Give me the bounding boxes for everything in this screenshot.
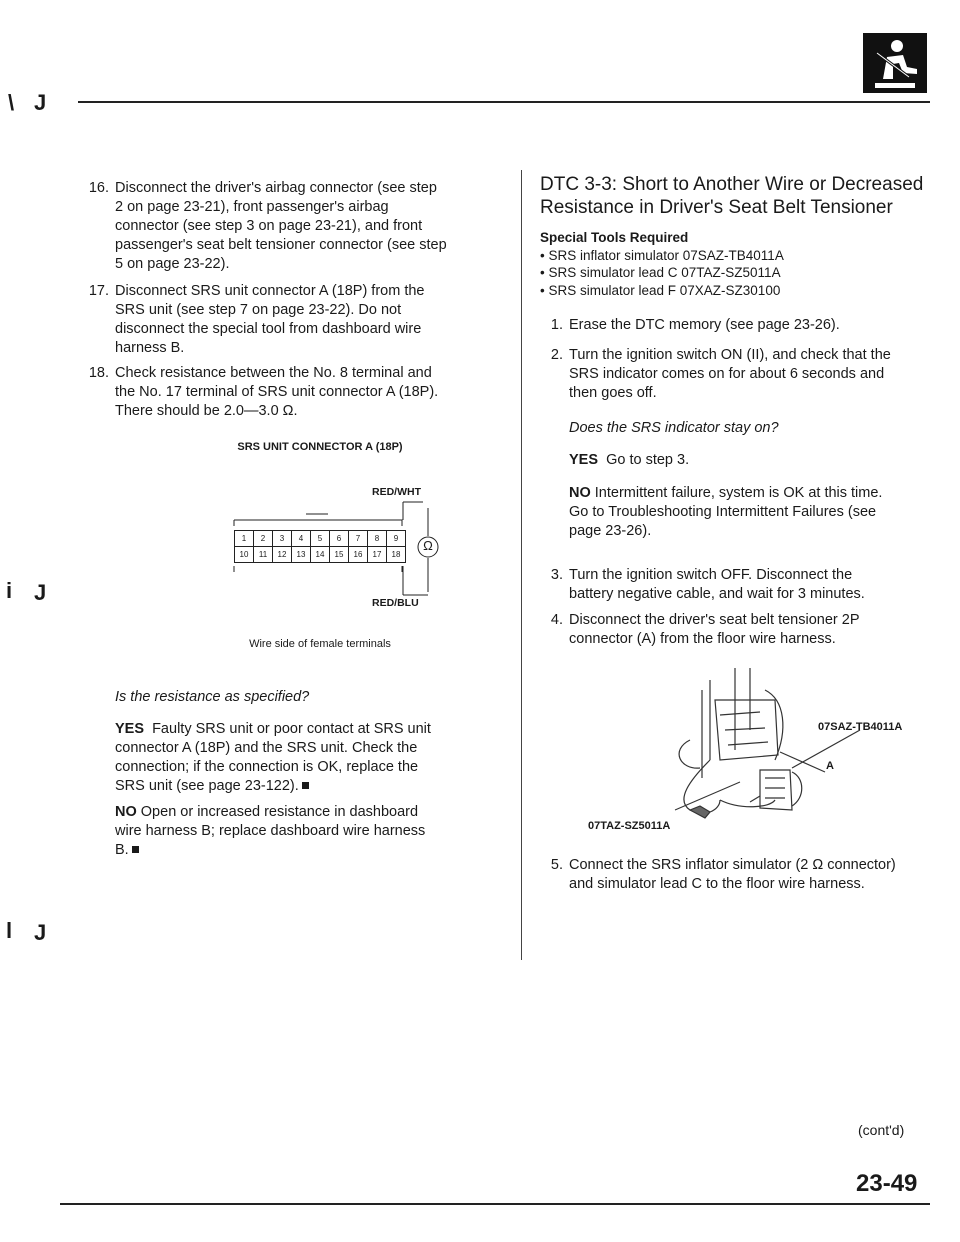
no-label: NO (115, 804, 137, 820)
step-16: 16. Disconnect the driver's airbag connector (see step 2 on page 23-21), front passenger's airbag connector (see step 3 on page 23-21), and front passenger's seat belt tensioner connector (see step 5 on page 23-22). (88, 180, 447, 272)
terminal-cell: 18 (386, 546, 406, 563)
right-question: Does the SRS indicator stay on? (569, 420, 779, 436)
end-mark-icon (132, 846, 139, 853)
terminal-cell: 6 (329, 530, 349, 547)
left-yes-answer: YES Faulty SRS unit or poor contact at SRS unit connector A (18P) and the SRS unit. Check the connection; if the connection is OK, replace the SRS unit (see page 23-122). (115, 721, 431, 794)
terminal-cell: 12 (272, 546, 292, 563)
seat-belt-airbag-icon (863, 33, 927, 93)
terminal-cell: 11 (253, 546, 273, 563)
right-step-2: 2. Turn the ignition switch ON (II), and check that the SRS indicator comes on for about 6 seconds and then goes off. (550, 347, 891, 401)
right-yes-answer: YES Go to step 3. (569, 452, 690, 468)
right-step-5: 5. Connect the SRS inflator simulator (2 Ω connector) and simulator lead C to the floor wire harness. (550, 857, 896, 892)
yes-label: YES (115, 721, 145, 737)
terminal-cell: 1 (234, 530, 254, 547)
terminal-cell: 15 (329, 546, 349, 563)
margin-mark-bottom-hook: J (34, 920, 47, 945)
callout-inflator-simulator: 07SAZ-TB4011A (818, 721, 903, 733)
special-tools-heading: Special Tools Required (540, 230, 689, 245)
no-label: NO (569, 485, 591, 501)
terminal-cell: 14 (310, 546, 330, 563)
connector-caption: Wire side of female terminals (249, 638, 391, 650)
callout-simulator-lead: 07TAZ-SZ5011A (588, 820, 671, 832)
page-number: 23-49 (856, 1170, 918, 1197)
terminal-cell: 4 (291, 530, 311, 547)
margin-mark-bottom: l (6, 918, 13, 943)
terminal-cell: 3 (272, 530, 292, 547)
terminal-cell: 5 (310, 530, 330, 547)
header-rule (78, 101, 930, 103)
right-step-4: 4. Disconnect the driver's seat belt tensioner 2P connector (A) from the floor wire harness. (550, 612, 860, 647)
terminal-cell: 8 (367, 530, 387, 547)
margin-mark-top: \ (8, 90, 15, 115)
yes-label: YES (569, 452, 599, 468)
connector-diagram (228, 500, 468, 600)
wire-label-red-blu: RED/BLU (372, 597, 419, 609)
ohmmeter-symbol: Ω (423, 538, 433, 553)
wire-label-red-wht: RED/WHT (372, 486, 421, 498)
terminal-cell: 13 (291, 546, 311, 563)
callout-a: A (826, 760, 834, 772)
margin-mark-middle: i (6, 578, 13, 603)
terminal-cell: 2 (253, 530, 273, 547)
right-no-answer: NO Intermittent failure, system is OK at this time. Go to Troubleshooting Intermittent Failures (see page 23-26). (569, 485, 883, 539)
special-tools: Special Tools Required • SRS inflator simulator 07SAZ-TB4011A • SRS simulator lead C 07TAZ-SZ5011A • SRS simulator lead F 07XAZ-SZ30100 (540, 229, 940, 299)
terminal-cell: 16 (348, 546, 368, 563)
column-divider (521, 170, 522, 960)
left-no-answer: NO Open or increased resistance in dashboard wire harness B; replace dashboard wire harness B. (115, 804, 426, 858)
terminal-cell: 10 (234, 546, 254, 563)
right-step-3: 3. Turn the ignition switch OFF. Disconnect the battery negative cable, and wait for 3 minutes. (550, 567, 865, 602)
step-17: 17. Disconnect SRS unit connector A (18P) from the SRS unit (see step 7 on page 23-22). Do not disconnect the special tool from dashboard wire harness B. (88, 283, 425, 356)
connector-title: SRS UNIT CONNECTOR A (18P) (237, 441, 403, 453)
margin-mark-top-hook: J (34, 90, 47, 115)
terminal-cell: 7 (348, 530, 368, 547)
end-mark-icon (302, 782, 309, 789)
terminal-cell: 17 (367, 546, 387, 563)
step-18: 18. Check resistance between the No. 8 terminal and the No. 17 terminal of SRS unit connector A (18P). There should be 2.0—3.0 Ω. (88, 365, 439, 419)
continued-note: (cont'd) (858, 1122, 905, 1138)
terminal-cell: 9 (386, 530, 406, 547)
dtc-title: DTC 3-3: Short to Another Wire or Decreased Resistance in Driver's Seat Belt Tensioner (540, 174, 924, 218)
margin-mark-middle-hook: J (34, 580, 47, 605)
left-question: Is the resistance as specified? (115, 689, 310, 705)
right-step-1: 1. Erase the DTC memory (see page 23-26). (550, 317, 840, 333)
footer-rule (60, 1203, 930, 1205)
tensioner-illustration (560, 660, 940, 820)
